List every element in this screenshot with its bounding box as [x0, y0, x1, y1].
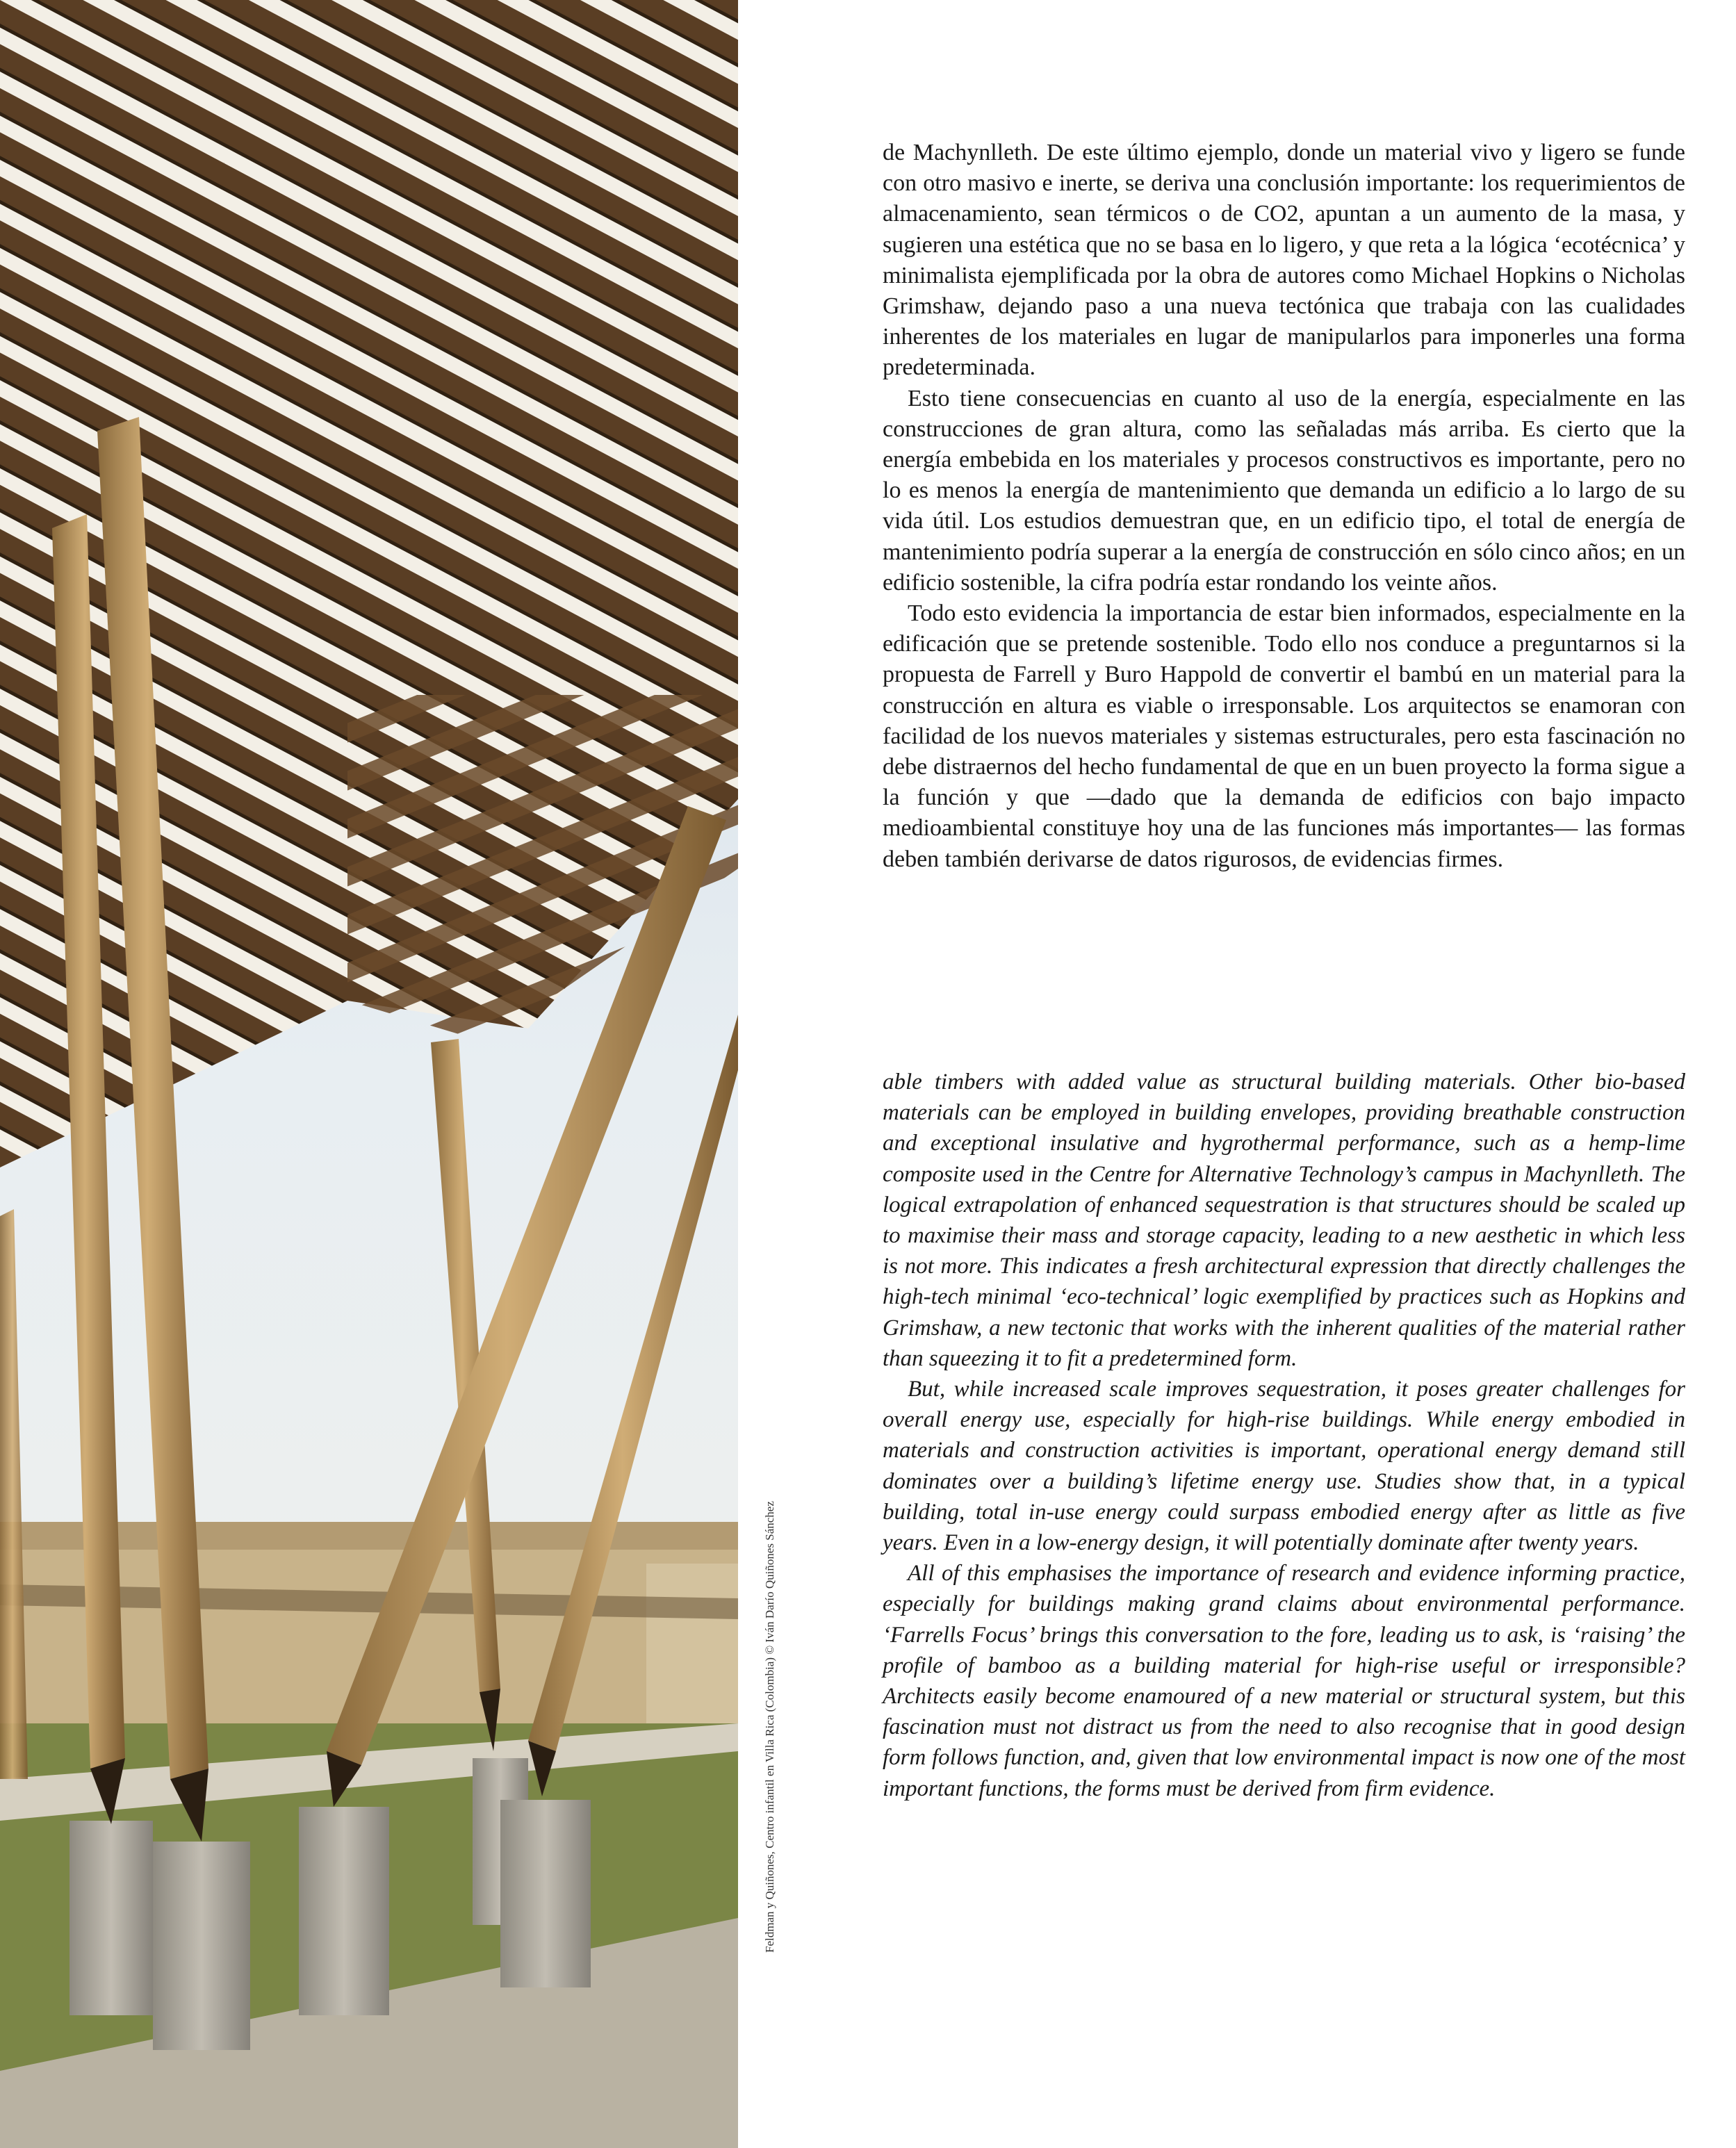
en-paragraph-2: But, while increased scale improves sequestration, it poses greater challenges for overall energy use, especially for high-rise buildings. While energy embodied in materials and construction activities is important, operational energy demand still dominates over a building’s lifetime energy use. Studies show that, in a typical building, total in-use energy could surpass embodied energy after as little as five years. Even in a low-energy design, it will potentially dominate after twenty years.	[883, 1377, 1685, 1556]
bamboo-pavilion-photo	[0, 0, 738, 2148]
spanish-text	[883, 138, 1685, 875]
es-paragraph-1: de Machynlleth. De este último ejemplo, donde un material vivo y ligero se funde con otro masivo e inerte, se deriva una conclusión importante: los requerimientos de almacenamiento, sean térmicos o de CO2, apuntan a un aumento de la masa, y sugieren una estética que no se basa en lo ligero, y que reta a la lógica ‘ecotécnica’ y minimalista ejemplificada por la obra de autores como Michael Hopkins o Nicholas Grimshaw, dejando paso a una nueva tectónica que trabaja con las cualidades inherentes de los materiales en lugar de manipularlos para imponerles una forma predeterminada.	[883, 140, 1685, 381]
es-paragraph-2: Esto tiene consecuencias en cuanto al uso de la energía, especialmente en las construcciones de gran altura, como las señaladas más arriba. Es cierto que la energía embebida en los materiales y procesos constructivos es importante, pero no lo es menos la energía de mantenimiento que demanda un edificio a lo largo de su vida útil. Los estudios demuestran que, en un edificio tipo, el total de energía de mantenimiento podría superar a la energía de construcción en sólo cinco años; en un edificio sostenible, la cifra podría estar rondando los veinte años.	[883, 385, 1685, 596]
en-paragraph-1: able timbers with added value as structural building materials. Other bio-based materials can be employed in building envelopes, providing breathable construction and exceptional insulative and hygrothermal performance, such as a hemp-lime composite used in the Centre for Alternative Technology’s campus in Machynlleth. The logical extrapolation of enhanced sequestration is that structures should be scaled up to maximise their mass and storage capacity, leading to a new aesthetic in which less is not more. This indicates a fresh architectural expression that directly challenges the high-tech minimal ‘eco-technical’ logic exemplified by practices such as Hopkins and Grimshaw, a new tectonic that works with the inherent qualities of the material rather than squeezing it to fit a predetermined form.	[883, 1069, 1685, 1371]
photo-credit: Feldman y Quiñones, Centro infantil en Villa Rica (Colombia) © Iván Darío Quiñones Sánchez	[763, 1501, 776, 1953]
english-text	[883, 1067, 1685, 1804]
es-paragraph-3: Todo esto evidencia la importancia de estar bien informados, especialmente en la edificación que se pretende sostenible. Todo ello nos conduce a preguntarnos si la propuesta de Farrell y Buro Happold de convertir el bambú en un material para la construcción en altura es viable o irresponsable. Los arquitectos se enamoran con facilidad de los nuevos materiales y sistemas estructurales, pero esta fascinación no debe distraernos del hecho fundamental de que en un buen proyecto la forma sigue a la función y que —dado que la demanda de edificios con bajo impacto medioambiental constituye hoy una de las funciones más importantes— las formas deben también derivarse de datos rigurosos, de evidencias firmes.	[883, 600, 1685, 872]
en-paragraph-3: All of this emphasises the importance of research and evidence informing practice, especially for buildings making grand claims about environmental performance. ‘Farrells Focus’ brings this conversation to the fore, leading us to ask, is ‘raising’ the profile of bamboo as a building material for high-rise useful or irresponsible? Architects easily become enamoured of a new material or structural system, but this fascination must not distract us from the need to also recognise that in good design form follows function, and, given that low environmental impact is now one of the most important functions, the forms must be derived from firm evidence.	[883, 1561, 1685, 1801]
